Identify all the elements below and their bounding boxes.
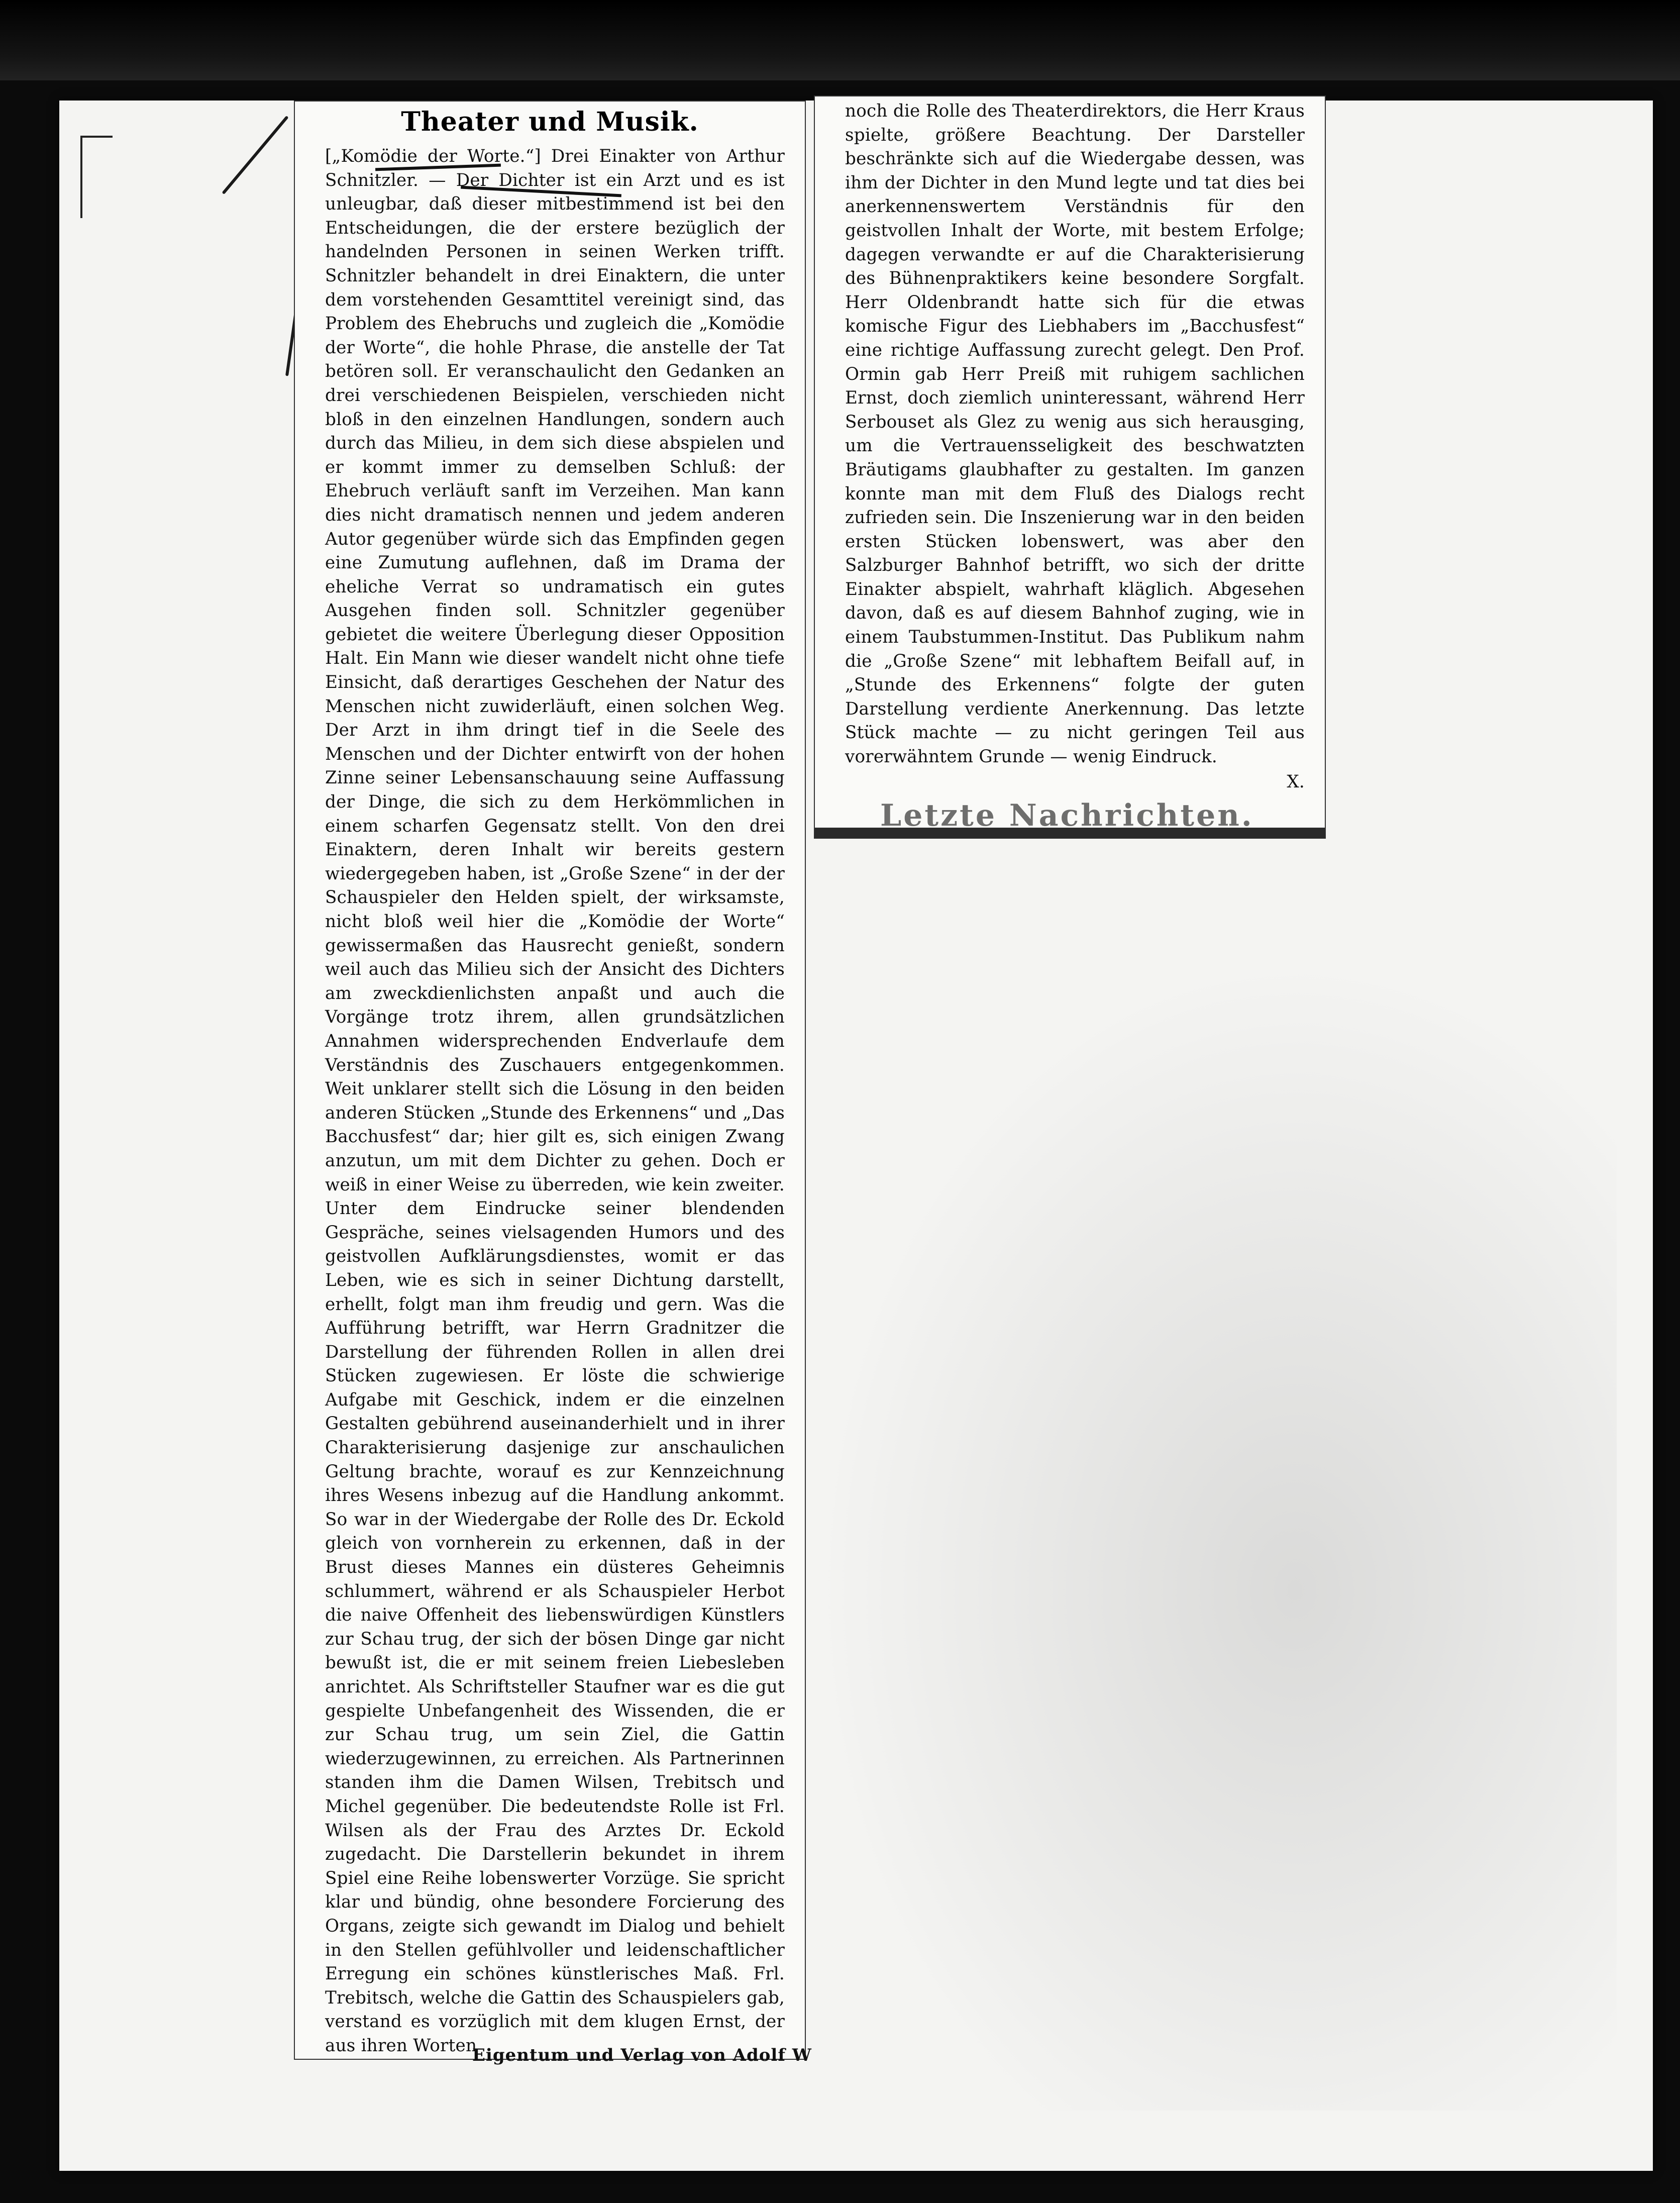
author-signature: X. bbox=[1287, 771, 1305, 792]
article-body-left bbox=[325, 145, 785, 2058]
left-column-paragraph: [„Komödie der Worte.“] Drei Einakter von Arthur Schnitzler. — Der Dichter ist ein Arzt und es ist unleugbar, daß dieser mitbestimmend ist bei den Entscheidungen, die der erstere bezüglich der handelnden Personen in seinen Werken trifft. Schnitzler behandelt in drei Einaktern, die unter dem vorstehenden Gesamttitel vereinigt sind, das Problem des Ehebruchs und zugleich die „Komödie der Worte“, die hohle Phrase, die anstelle der Tat betören soll. Er veranschaulicht den Gedanken an drei verschiedenen Beispielen, verschieden nicht bloß in den einzelnen Handlungen, sondern auch durch das Milieu, in dem sich diese abspielen und er kommt immer zu demselben Schluß: der Ehebruch verläuft sanft im Verzeihen. Man kann dies nicht dramatisch nennen und jedem anderen Autor gegenüber würde sich das Empfinden gegen eine Zumutung auflehnen, daß im Drama der eheliche Verrat so undramatisch ein gutes Ausgehen finden soll. Schnitzler gegenüber gebietet die weitere Überlegung dieser Opposition Halt. Ein Mann wie dieser wandelt nicht ohne tiefe Einsicht, daß derartiges Geschehen der Natur des Menschen nicht zuwiderläuft, einen solchen Weg. Der Arzt in ihm dringt tief in die Seele des Menschen und der Dichter entwirft von der hohen Zinne seiner Lebensanschauung seine Auffassung der Dinge, die sich zu dem Herkömmlichen in einem scharfen Gegensatz stellt. Von den drei Einaktern, deren Inhalt wir bereits gestern wiedergegeben haben, ist „Große Szene“ in der der Schauspieler den Helden spielt, der wirksamste, nicht bloß weil hier die „Komödie der Worte“ gewissermaßen das Hausrecht genießt, sondern weil auch das Milieu sich der Ansicht des Dichters am zweckdienlichsten anpaßt und auch die Vorgänge trotz ihrem, allen grundsätzlichen Annahmen widersprechenden Endverlaufe dem Verständnis des Zuschauers entgegenkommen. Weit unklarer stellt sich die Lösung in den beiden anderen Stücken „Stunde des Erkennens“ und „Das Bacchusfest“ dar; hier gilt es, sich einigen Zwang anzutun, um mit dem Dichter zu gehen. Doch er weiß in einer Weise zu überreden, wie kein zweiter. Unter dem Eindrucke seiner blendenden Gespräche, seines vielsagenden Humors und des geistvollen Aufklärungsdienstes, womit er das Leben, wie es sich in seiner Dichtung darstellt, erhellt, folgt man ihm freudig und gern. Was die Aufführung betrifft, war Herrn Gradnitzer die Darstellung der führenden Rollen in allen drei Stücken zugewiesen. Er löste die schwierige Aufgabe mit Geschick, indem er die einzelnen Gestalten gebührend auseinanderhielt und in ihrer Charakterisierung dasjenige zur anschaulichen Geltung brachte, worauf es zur Kennzeichnung ihres Wesens inbezug auf die Handlung ankommt. So war in der Wiedergabe der Rolle des Dr. Eckold gleich von vornherein zu erkennen, daß in der Brust dieses Mannes ein düsteres Geheimnis schlummert, während er als Schauspieler Herbot die naive Offenheit des liebenswürdigen Künstlers zur Schau trug, der sich der bösen Dinge gar nicht bewußt ist, die er mit seinem freien Liebesleben anrichtet. Als Schriftsteller Staufner war es die gut gespielte Unbefangenheit des Wissenden, die er zur Schau trug, um sein Ziel, die Gattin wiederzugewinnen, zu erreichen. Als Partnerinnen standen ihm die Damen Wilsen, Trebitsch und Michel gegenüber. Die bedeutendste Rolle ist Frl. Wilsen als der Frau des Arztes Dr. Eckold zugedacht. Die Darstellerin bekundet in ihrem Spiel eine Reihe lobenswerter Vorzüge. Sie spricht klar und bündig, ohne besondere Forcierung des Organs, zeigte sich gewandt im Dialog und behielt in den Stellen gefühlvoller und leidenschaftlicher Erregung ein schönes künstlerisches Maß. Frl. Trebitsch, welche die Gattin des Schauspielers gab, verstand es vorzüglich mit dem klugen Ernst, der aus ihren Worten bbox=[325, 146, 785, 2056]
publisher-footer: Eigentum und Verlag von Adolf W bbox=[472, 2045, 812, 2065]
cutoff-next-heading: Letzte Nachrichten. bbox=[880, 798, 1254, 833]
article-body-right bbox=[845, 99, 1305, 794]
section-title: Theater und Musik. bbox=[401, 107, 699, 137]
article-clipping-right-column bbox=[814, 95, 1326, 839]
right-column-paragraph: noch die Rolle des Theaterdirektors, die Herr Kraus spielte, größere Beachtung. Der Darsteller beschränkte sich auf die Wiedergabe dessen, was ihm der Dichter in den Mund legte und tat dies bei anerkennenswertem Verständnis für den geistvollen Inhalt der Worte, mit bestem Erfolge; dagegen verwandte er auf die Charakterisierung des Bühnenpraktikers keine besondere Sorgfalt. Herr Oldenbrandt hatte sich für die etwas komische Figur des Liebhabers im „Bacchusfest“ eine richtige Auffassung zurecht gelegt. Den Prof. Ormin gab Herr Preiß mit ruhigem sachlichen Ernst, doch ziemlich uninteressant, während Herr Serbouset als Glez zu wenig aus sich herausging, um die Vertrauensseligkeit des beschwatzten Bräutigams glaubhafter zu gestalten. Im ganzen konnte man mit dem Fluß des Dialogs recht zufrieden sein. Die Inszenierung war in den beiden ersten Stücken lobenswert, was aber den Salzburger Bahnhof betrifft, wo sich der dritte Einakter abspielt, wahrhaft kläglich. Abgesehen davon, daß es auf diesem Bahnhof zuging, wie in einem Taubstummen-Institut. Das Publikum nahm die „Große Szene“ mit lebhaftem Beifall auf, in „Stunde des Erkennens“ folgte der guten Darstellung verdiente Anerkennung. Das letzte Stück machte — zu nicht geringen Teil aus vorerwähntem Grunde — wenig Eindruck. bbox=[845, 101, 1305, 767]
scan-background bbox=[0, 0, 1680, 80]
margin-bracket-mark bbox=[80, 136, 113, 218]
article-clipping-left-column bbox=[294, 101, 806, 2060]
